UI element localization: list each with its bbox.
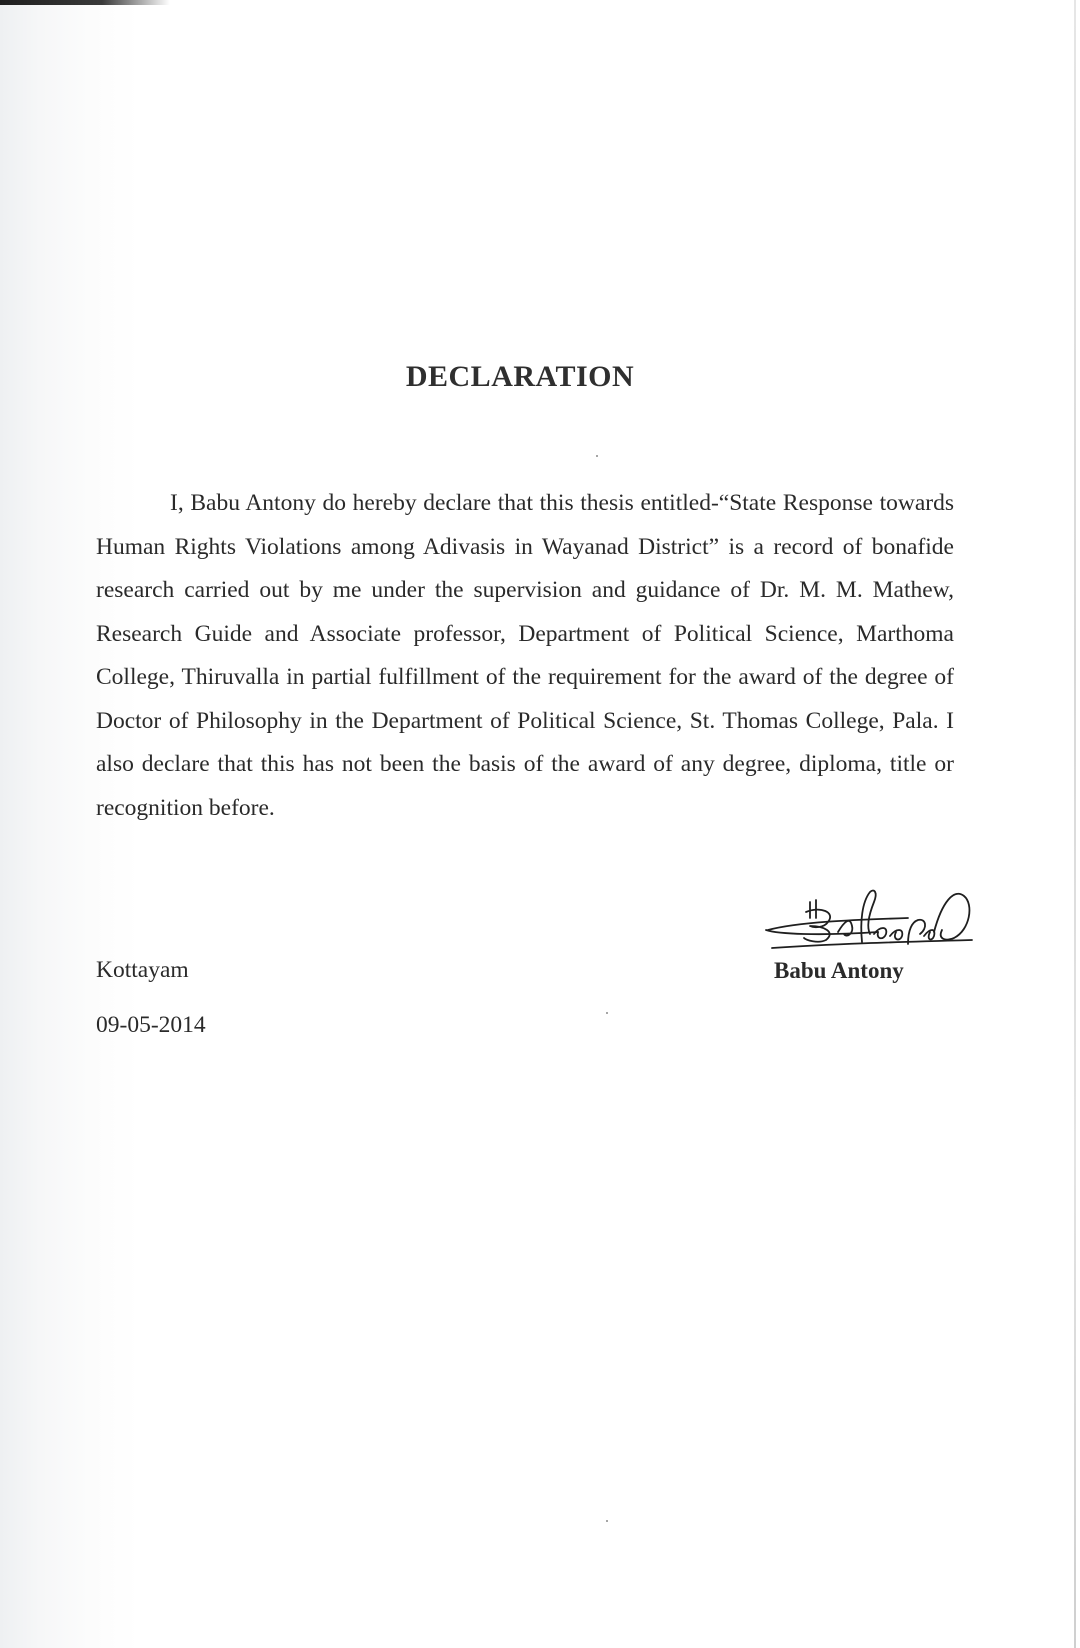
scan-speck: [606, 1520, 608, 1522]
signatory-name: Babu Antony: [774, 958, 904, 983]
place-label: Kottayam: [96, 957, 189, 983]
scan-speck: [606, 1012, 608, 1014]
page-title: DECLARATION: [405, 360, 635, 393]
scan-edge-mark: [0, 0, 170, 5]
signature-icon: [758, 882, 988, 962]
page-right-edge: [1074, 0, 1076, 1648]
scan-speck: [596, 455, 598, 457]
declaration-paragraph: I, Babu Antony do hereby declare that this thesis entitled-“State Response towards Human Rights Violations among Adivasis in Wayanad District” is a record of bonafide research carried out by me under the supervision and guidance of Dr. M. M. Mathew, Research Guide and Associate professor, Department of Political Science, Marthoma College, Thiruvalla in partial fulfillment of the requirement for the award of the degree of Doctor of Philosophy in the Department of Political Science, St. Thomas College, Pala. I also declare that this has not been the basis of the award of any degree, diploma, title or recognition before.: [96, 490, 954, 821]
date-label: 09-05-2014: [96, 1012, 206, 1038]
